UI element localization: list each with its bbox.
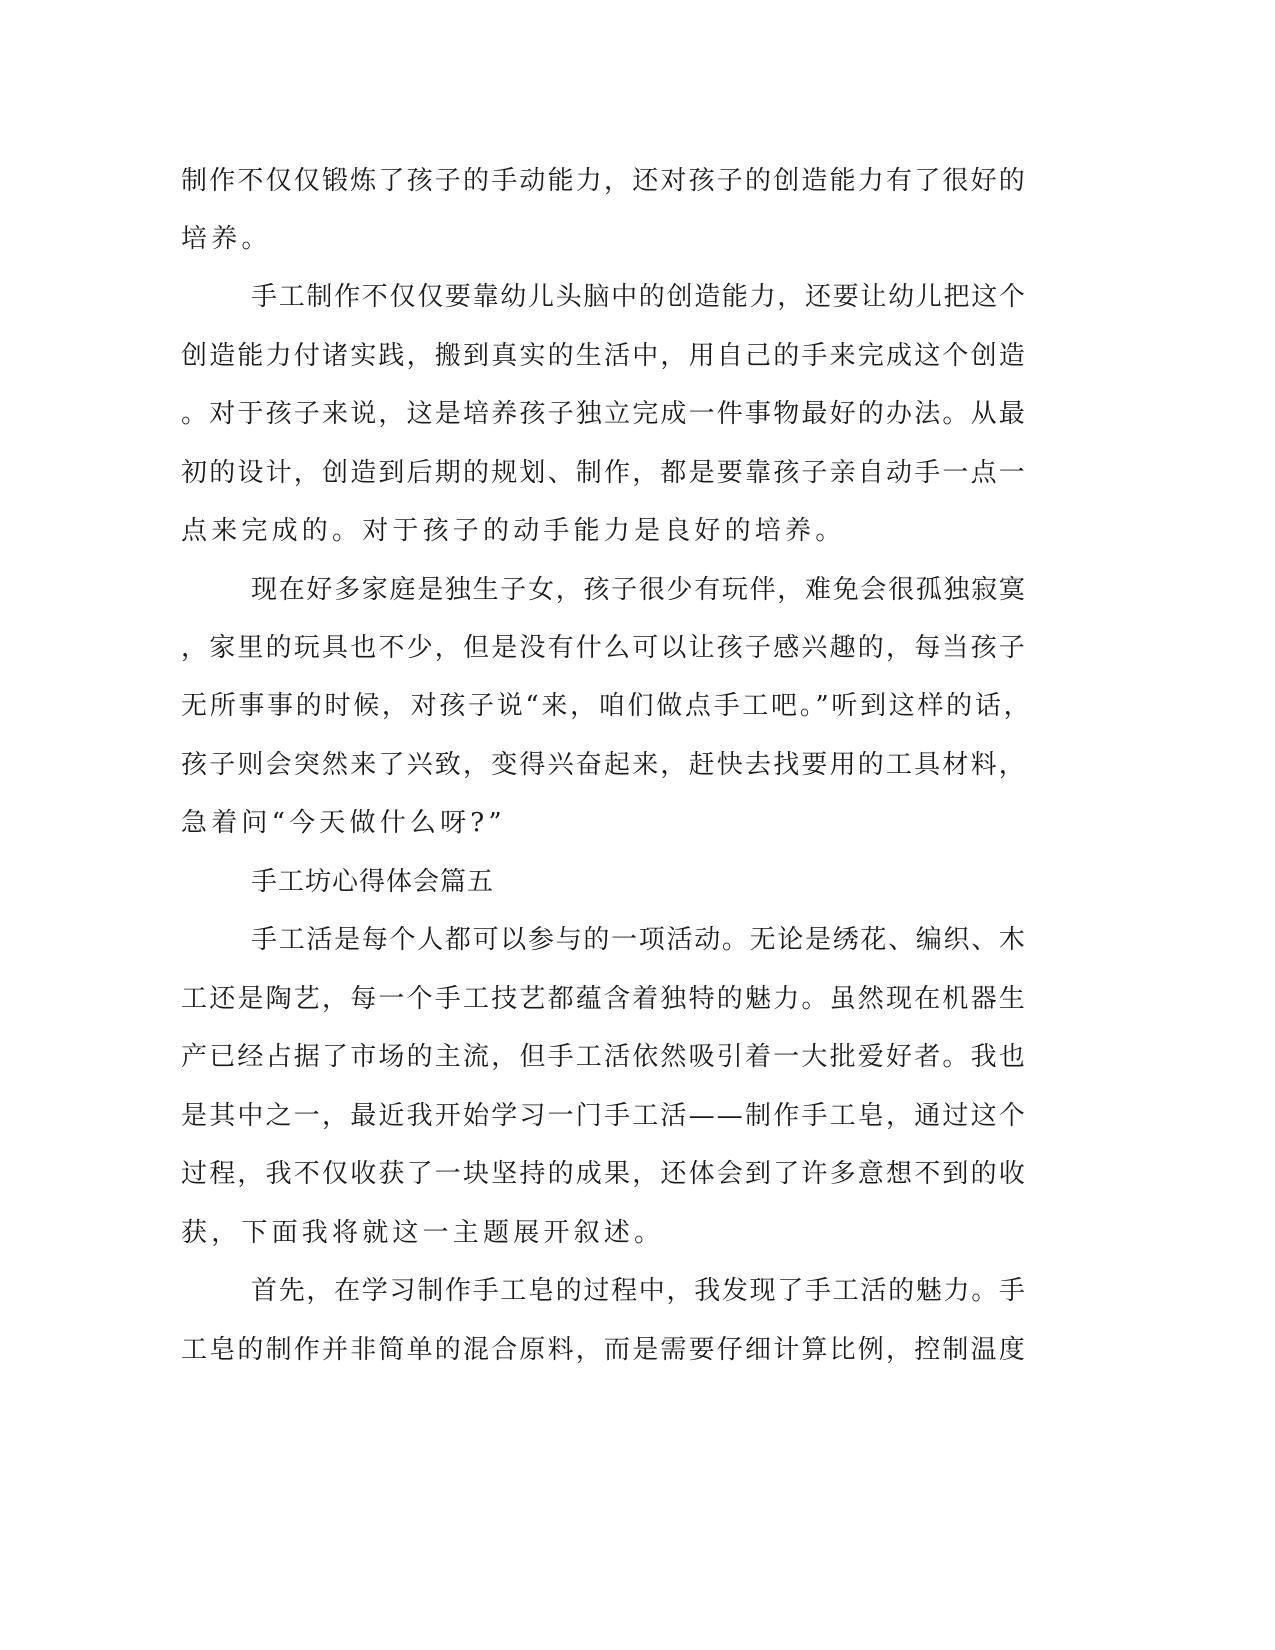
text-line: 制作不仅仅锻炼了孩子的手动能力，还对孩子的创造能力有了很好的 <box>181 166 1028 196</box>
text-line: 获，下面我将就这一主题展开叙述。 <box>181 1218 665 1248</box>
text-line: 是其中之一，最近我开始学习一门手工活——制作手工皂，通过这个 <box>181 1101 1028 1131</box>
text-line: 培养。 <box>181 224 272 254</box>
text-line: 手工制作不仅仅要靠幼儿头脑中的创造能力，还要让幼儿把这个 <box>251 282 1027 312</box>
text-line: 无所事事的时候，对孩子说“来，咱们做点手工吧。”听到这样的话， <box>181 691 1033 721</box>
text-line: ，家里的玩具也不少，但是没有什么可以让孩子感兴趣的，每当孩子 <box>181 633 1028 663</box>
text-line: 工皂的制作并非简单的混合原料，而是需要仔细计算比例，控制温度 <box>181 1335 1028 1365</box>
text-line: 创造能力付诸实践，搬到真实的生活中，用自己的手来完成这个创造 <box>181 341 1028 371</box>
section-heading: 手工坊心得体会篇五 <box>251 867 495 897</box>
text-line: 初的设计，创造到后期的规划、制作，都是要靠孩子亲自动手一点一 <box>181 458 1028 488</box>
text-line: 急着问“今天做什么呀?” <box>181 808 506 838</box>
text-line: 。对于孩子来说，这是培养孩子独立完成一件事物最好的办法。从最 <box>181 399 1028 429</box>
text-line: 点来完成的。对于孩子的动手能力是良好的培养。 <box>181 516 846 546</box>
text-line: 孩子则会突然来了兴致，变得兴奋起来，赶快去找要用的工具材料， <box>181 750 1028 780</box>
text-line: 现在好多家庭是独生子女，孩子很少有玩伴，难免会很孤独寂寞 <box>251 575 1027 605</box>
text-line: 首先，在学习制作手工皂的过程中，我发现了手工活的魅力。手 <box>251 1276 1027 1306</box>
text-line: 产已经占据了市场的主流，但手工活依然吸引着一大批爱好者。我也 <box>181 1042 1028 1072</box>
text-line: 工还是陶艺，每一个手工技艺都蕴含着独特的魅力。虽然现在机器生 <box>181 984 1028 1014</box>
text-line: 过程，我不仅收获了一块坚持的成果，还体会到了许多意想不到的收 <box>181 1159 1028 1189</box>
text-line: 手工活是每个人都可以参与的一项活动。无论是绣花、编织、木 <box>251 925 1027 955</box>
